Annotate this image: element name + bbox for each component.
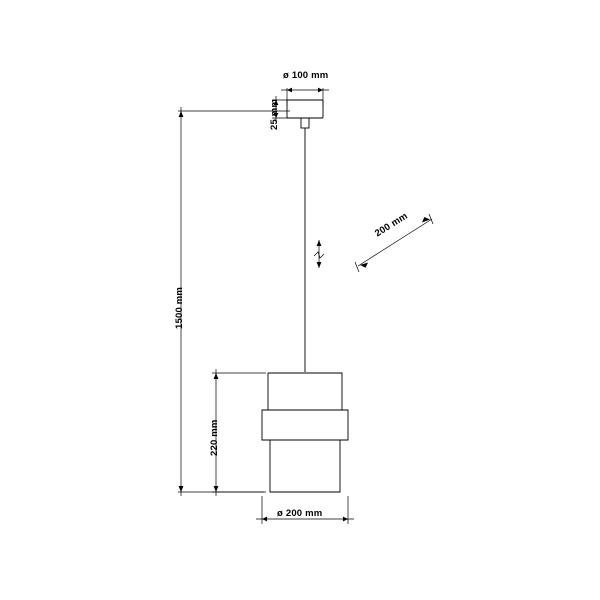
total-length-label: 1500 mm: [174, 286, 185, 329]
shade-height-dimension: [212, 369, 266, 496]
canopy-height-label: 25 mm: [269, 98, 280, 130]
canopy-diameter-label: ø 100 mm: [283, 70, 329, 81]
canopy-group: [287, 100, 323, 128]
shade-height-label: 220 mm: [209, 419, 220, 456]
cable-adjust-label: 200 mm: [373, 210, 410, 240]
total-length-dimension: [178, 107, 290, 496]
cable-adjust-dimension: [314, 214, 433, 272]
shade-diameter-label: ø 200 mm: [277, 508, 323, 519]
canopy-diameter-dimension: [281, 88, 329, 106]
lamp-shade-group: [262, 373, 348, 492]
